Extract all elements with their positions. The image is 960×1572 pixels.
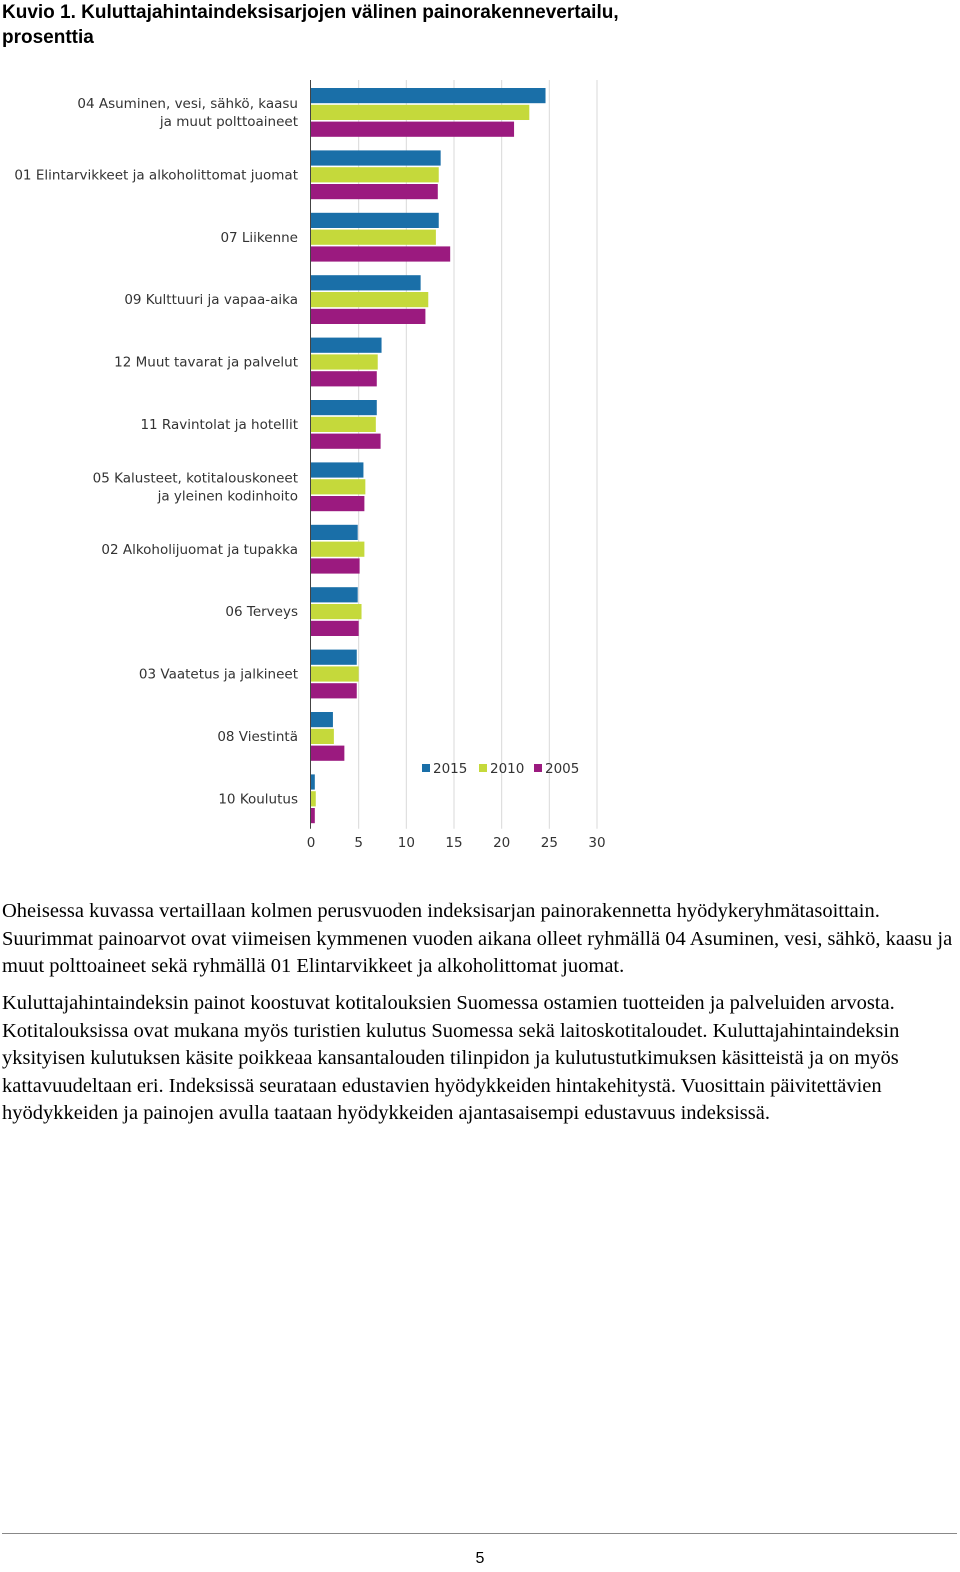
category-label: 02 Alkoholijuomat ja tupakka bbox=[101, 541, 298, 558]
legend-swatch-2015 bbox=[422, 764, 430, 772]
bar-2015-7 bbox=[311, 462, 363, 477]
bar-2015-6 bbox=[311, 400, 377, 415]
bar-2010-5 bbox=[311, 354, 378, 369]
bar-2015-3 bbox=[311, 213, 439, 228]
figure-caption-line-1: Kuvio 1. Kuluttajahintaindeksisarjojen välinen painorakennevertailu, bbox=[2, 2, 619, 23]
legend-swatch-2010 bbox=[479, 764, 487, 772]
x-tick-label: 5 bbox=[354, 835, 363, 851]
bar-2015-8 bbox=[311, 525, 358, 540]
bars-layer bbox=[311, 88, 546, 823]
legend bbox=[422, 761, 579, 777]
bar-2010-1 bbox=[311, 105, 529, 120]
x-tick-label: 10 bbox=[397, 835, 415, 851]
legend-swatch-2005 bbox=[534, 764, 542, 772]
x-tick-label: 30 bbox=[588, 835, 606, 851]
bar-2005-8 bbox=[311, 558, 360, 573]
bar-2010-2 bbox=[311, 167, 439, 182]
bar-2010-3 bbox=[311, 230, 436, 245]
bar-2005-4 bbox=[311, 309, 425, 324]
category-label: 08 Viestintä bbox=[217, 729, 298, 745]
bar-2010-7 bbox=[311, 479, 365, 494]
bar-2010-6 bbox=[311, 417, 376, 432]
bar-2010-12 bbox=[311, 791, 316, 806]
bar-2010-9 bbox=[311, 604, 362, 619]
category-label: 10 Koulutus bbox=[218, 791, 298, 808]
bar-2015-5 bbox=[311, 338, 382, 353]
legend-label: 2005 bbox=[545, 761, 580, 777]
bar-2010-4 bbox=[311, 292, 428, 307]
x-tick-label: 25 bbox=[540, 835, 558, 851]
bar-2010-10 bbox=[311, 666, 359, 681]
category-label: 04 Asuminen, vesi, sähkö, kaasu bbox=[77, 96, 298, 112]
bar-2005-7 bbox=[311, 496, 364, 511]
bar-2005-1 bbox=[311, 122, 514, 137]
category-label: 03 Vaatetus ja jalkineet bbox=[138, 666, 298, 683]
bar-2010-11 bbox=[311, 729, 334, 744]
x-tick-label: 0 bbox=[306, 835, 316, 851]
category-label: 01 Elintarvikkeet ja alkoholittomat juomat bbox=[14, 167, 298, 184]
figure-caption-line-2: prosenttia bbox=[2, 27, 94, 48]
paragraph-2: Kuluttajahintaindeksin painot koostuvat kotitalouksien Suomessa ostamien tuotteiden ja palveluiden arvosta. Kotitalouksissa ovat mukana myös turistien kulutus Suomessa sekä laitoskotitaloudet. Kuluttajahintaindeksin yksityisen kulutuksen käsite poikkeaa kansantalouden tilinpidon ja kulutustutkimuksen käsitteistä ja on myös kattavuudeltaan eri. Indeksissä seurataan edustavien hyödykkeiden hintakehitystä. Vuosittain päivitettävien hyödykkeiden ja painojen avulla taataan hyödykkeiden ajantasaisempi edustavuus indeksissä. bbox=[2, 992, 900, 1124]
category-label: ja yleinen kodinhoito bbox=[157, 488, 298, 505]
category-label: 11 Ravintolat ja hotellit bbox=[140, 417, 298, 433]
legend-label: 2015 bbox=[433, 761, 468, 777]
bar-2015-9 bbox=[311, 587, 358, 602]
bar-2005-5 bbox=[311, 371, 377, 386]
legend-label: 2010 bbox=[490, 761, 525, 777]
bar-2005-11 bbox=[311, 746, 344, 761]
category-label: 12 Muut tavarat ja palvelut bbox=[114, 354, 298, 371]
bar-2015-11 bbox=[311, 712, 333, 727]
bar-2005-10 bbox=[311, 683, 357, 698]
footer-divider bbox=[2, 1533, 957, 1534]
bar-2015-12 bbox=[311, 774, 315, 789]
x-tick-label: 20 bbox=[493, 835, 511, 851]
page-number: 5 bbox=[475, 1550, 485, 1567]
x-axis-ticks bbox=[307, 835, 606, 851]
bar-2005-6 bbox=[311, 434, 381, 449]
bar-2015-2 bbox=[311, 150, 441, 165]
category-label: 09 Kulttuuri ja vapaa-aika bbox=[124, 292, 298, 309]
category-label: ja muut polttoaineet bbox=[159, 114, 298, 130]
category-label: 05 Kalusteet, kotitalouskoneet bbox=[92, 470, 298, 487]
bar-2015-1 bbox=[311, 88, 546, 103]
bar-2005-2 bbox=[311, 184, 438, 199]
x-tick-label: 15 bbox=[445, 835, 463, 851]
category-labels bbox=[14, 96, 298, 807]
paragraph-1: Oheisessa kuvassa vertaillaan kolmen perusvuoden indeksisarjan painorakennetta hyödykeryhmätasoittain. Suurimmat painoarvot ovat viimeisen kymmenen vuoden aikana olleet ryhmällä 04 Asuminen, vesi, sähkö, kaasu ja muut polttoaineet sekä ryhmällä 01 Elintarvikkeet ja alkoholittomat juomat. bbox=[2, 900, 953, 977]
bar-2005-12 bbox=[311, 808, 315, 823]
category-label: 07 Liikenne bbox=[220, 229, 298, 246]
category-label: 06 Terveys bbox=[225, 604, 298, 621]
bar-2015-10 bbox=[311, 650, 357, 665]
bar-2005-3 bbox=[311, 246, 450, 261]
bar-2005-9 bbox=[311, 621, 359, 636]
bar-2015-4 bbox=[311, 275, 421, 290]
bar-2010-8 bbox=[311, 542, 364, 557]
